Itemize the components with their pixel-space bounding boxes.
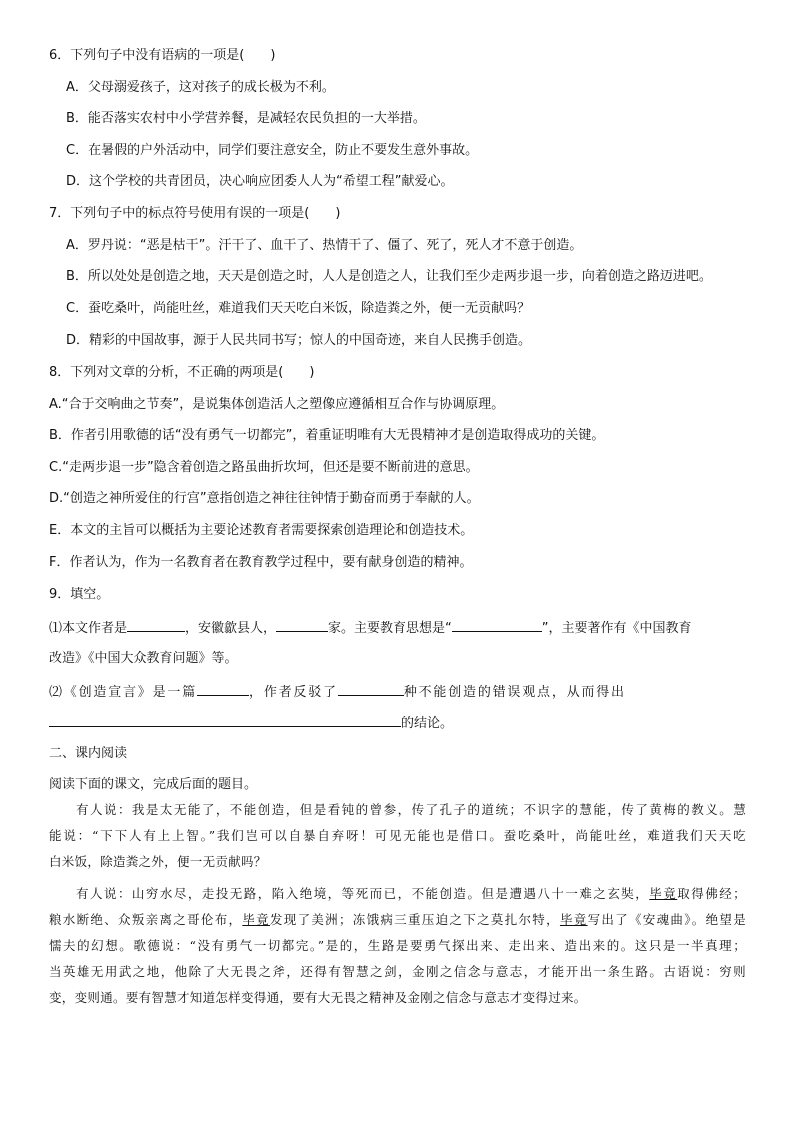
passage-p2-line1	[76, 885, 746, 903]
p2-l2-text-a: 粮水断绝、众叛亲离之哥伦布，	[49, 912, 243, 927]
q9-p1-text-c: 家。主要教育思想是“	[328, 621, 452, 636]
p2-l1-text-b: 取得佛经；	[677, 886, 746, 901]
genre-blank[interactable]	[197, 682, 249, 696]
p2-l2-text-c: 写出了《安魂曲》。绝望是	[587, 912, 747, 927]
q9-p1-text-a: ⑴本文作者是	[49, 621, 128, 636]
q9-stem: 9．填空。	[49, 587, 110, 602]
q7-option-c: C．蚕吃桑叶，尚能吐丝，难道我们天天吃白米饭，除造粪之外，便一无贡献吗？	[66, 301, 531, 316]
q9-p2-text-a: ⑵《创造宣言》是一篇	[49, 685, 198, 700]
passage-p1-line3: 白米饭，除造粪之外，便一无贡献吗？	[49, 854, 267, 869]
q9-p1-text-d: ”，主要著作有《中国教育	[541, 621, 692, 636]
conclusion-blank[interactable]	[49, 713, 401, 727]
reading-instruction: 阅读下面的课文，完成后面的题目。	[49, 777, 258, 792]
q9-part2-line2	[49, 713, 453, 733]
q8-option-c: C.“走两步退一步”隐含着创造之路虽曲折坎坷，但还是要不断前进的意思。	[49, 460, 479, 475]
passage-p2-line2	[49, 911, 746, 929]
passage-p2-line3: 懦夫的幻想。歌德说：“没有勇气一切都完。”是的，生路是要勇气探出来、走出来、造出来的。这只是一半真理；	[49, 938, 746, 953]
q9-part1-line2: 改造》《中国大众教育问题》等。	[49, 651, 238, 666]
passage-p2-line5: 变，变则通。要有智慧才知道怎样变得通，要有大无畏之精神及金刚之信念与意志才变得过来。	[49, 990, 587, 1005]
q8-option-e: E．本文的主旨可以概括为主要论述教育者需要探索创造理论和创造技术。	[49, 523, 474, 538]
q8-stem: 8．下列对文章的分析，不正确的两项是( )	[49, 365, 315, 380]
q8-option-b: B．作者引用歌德的话“没有勇气一切都完”，着重证明唯有大无畏精神才是创造取得成功的关键。	[49, 428, 605, 443]
q6-option-d: D．这个学校的共青团员，决心响应团委人人为“希望工程”献爱心。	[66, 174, 454, 189]
profession-blank[interactable]	[276, 618, 328, 632]
q8-option-f: F．作者认为，作为一名教育者在教育教学过程中，要有献身创造的精神。	[49, 555, 473, 570]
passage-p1-line2: 能说：“下下人有上上智。”我们岂可以自暴自弃呀！可见无能也是借口。蚕吃桑叶，尚能吐丝，难道我们天天吃	[49, 828, 746, 843]
emphasis-bijing-1: 毕竟	[649, 886, 678, 901]
p2-l2-text-b: 发现了美洲；冻饿病三重压迫之下之莫扎尔特，	[269, 912, 560, 927]
p2-l1-text-a: 有人说：山穷水尽，走投无路，陷入绝境，等死而已，不能创造。但是遭遇八十一难之玄奘，	[76, 886, 650, 901]
q8-option-d: D.“创造之神所爱住的行宫”意指创造之神往往钟情于勤奋而勇于奉献的人。	[49, 491, 480, 506]
q6-option-b: B．能否落实农村中小学营养餐，是减轻农民负担的一大举措。	[66, 111, 426, 126]
emphasis-bijing-2: 毕竟	[242, 912, 270, 927]
q9-p2-text-c: 种不能创造的错误观点，从而得出	[403, 685, 626, 700]
q9-p2-text-d: 的结论。	[401, 716, 454, 731]
emphasis-bijing-3: 毕竟	[559, 912, 588, 927]
passage-p1-line1: 有人说：我是太无能了，不能创造，但是看钝的曾参，传了孔子的道统；不识字的慧能，传了黄梅的教义。慧	[76, 802, 746, 817]
q9-part1-line1	[49, 618, 692, 638]
q9-p1-text-b: ，安徽歙县人，	[185, 621, 277, 636]
q6-option-a: A．父母溺爱孩子，这对孩子的成长极为不利。	[66, 80, 335, 95]
q6-option-c: C．在暑假的户外活动中，同学们要注意安全，防止不要发生意外事故。	[66, 143, 479, 158]
q9-part2-line1	[49, 682, 749, 702]
q6-stem: 6．下列句子中没有语病的一项是( )	[49, 48, 276, 63]
author-blank[interactable]	[127, 618, 185, 632]
q8-option-a: A.“合于交响曲之节奏”，是说集体创造活人之塑像应遵循相互合作与协调原理。	[49, 397, 505, 412]
q9-p2-text-b: ，作者反驳了	[249, 685, 338, 700]
thought-blank[interactable]	[452, 618, 542, 632]
count-blank[interactable]	[338, 682, 404, 696]
section-title: 二、课内阅读	[49, 746, 128, 761]
q7-option-b: B．所以处处是创造之地，天天是创造之时，人人是创造之人，让我们至少走两步退一步，向着创造之路迈进吧。	[66, 269, 712, 284]
q7-stem: 7．下列句子中的标点符号使用有误的一项是( )	[49, 206, 341, 221]
q7-option-d: D．精彩的中国故事，源于人民共同书写；惊人的中国奇迹，来自人民携手创造。	[66, 333, 532, 348]
passage-p2-line4: 当英雄无用武之地，他除了大无畏之斧，还得有智慧之剑，金刚之信念与意志，才能开出一条生路。古语说：穷则	[49, 964, 746, 979]
q7-option-a: A．罗丹说：“恶是枯干”。汗干了、血干了、热情干了、僵了、死了，死人才不意于创造。	[66, 238, 583, 253]
